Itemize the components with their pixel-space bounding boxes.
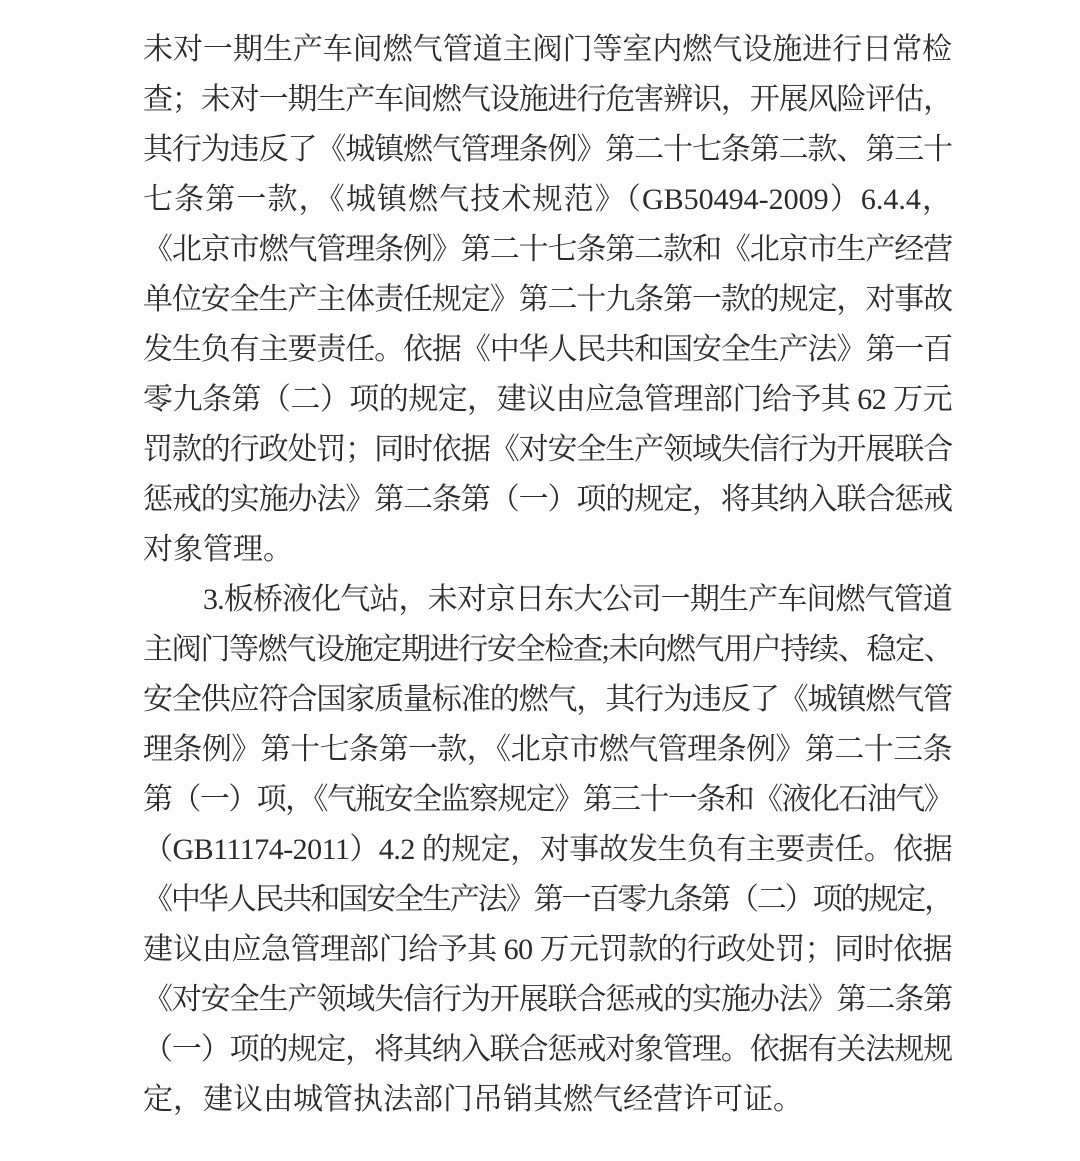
text-line: 其行为违反了《城镇燃气管理条例》第二十七条第二款、第三十 — [143, 133, 952, 166]
text-line: 《对安全生产领域失信行为开展联合惩戒的实施办法》第二条第 — [143, 983, 952, 1016]
text-line: 单位安全生产主体责任规定》第二十九条第一款的规定，对事故 — [143, 283, 952, 316]
text-line: 零九条第（二）项的规定，建议由应急管理部门给予其 62 万元 — [143, 383, 953, 416]
text-line: 惩戒的实施办法》第二条第（一）项的规定，将其纳入联合惩戒 — [143, 483, 952, 516]
text-line: 查；未对一期生产车间燃气设施进行危害辨识，开展风险评估， — [143, 83, 952, 116]
text-line: 《北京市燃气管理条例》第二十七条第二款和《北京市生产经营 — [143, 233, 952, 266]
text-line: 《中华人民共和国安全生产法》第一百零九条第（二）项的规定， — [143, 883, 953, 916]
text-line: 第（一）项，《气瓶安全监察规定》第三十一条和《液化石油气》 — [143, 783, 952, 816]
text-line: （一）项的规定，将其纳入联合惩戒对象管理。依据有关法规规 — [143, 1033, 952, 1066]
document-body — [143, 25, 952, 1125]
text-line: 3.板桥液化气站，未对京日东大公司一期生产车间燃气管道 — [203, 583, 952, 616]
text-line: 罚款的行政处罚；同时依据《对安全生产领域失信行为开展联合 — [143, 433, 952, 466]
text-line: 理条例》第十七条第一款，《北京市燃气管理条例》第二十三条 — [143, 733, 953, 766]
text-line: 建议由应急管理部门给予其 60 万元罚款的行政处罚；同时依据 — [143, 933, 953, 966]
text-line: 未对一期生产车间燃气管道主阀门等室内燃气设施进行日常检 — [143, 33, 952, 66]
text-line: 定，建议由城管执法部门吊销其燃气经营许可证。 — [143, 1083, 803, 1116]
text-line: 安全供应符合国家质量标准的燃气，其行为违反了《城镇燃气管 — [143, 683, 952, 716]
text-line: 主阀门等燃气设施定期进行安全检查;未向燃气用户持续、稳定、 — [143, 633, 953, 666]
text-line: 对象管理。 — [143, 533, 293, 566]
text-line: 发生负有主要责任。依据《中华人民共和国安全生产法》第一百 — [143, 333, 952, 366]
text-line: 七条第一款，《城镇燃气技术规范》（GB50494-2009）6.4.4， — [143, 183, 952, 216]
text-line: （GB11174-2011）4.2 的规定，对事故发生负有主要责任。依据 — [143, 833, 953, 866]
